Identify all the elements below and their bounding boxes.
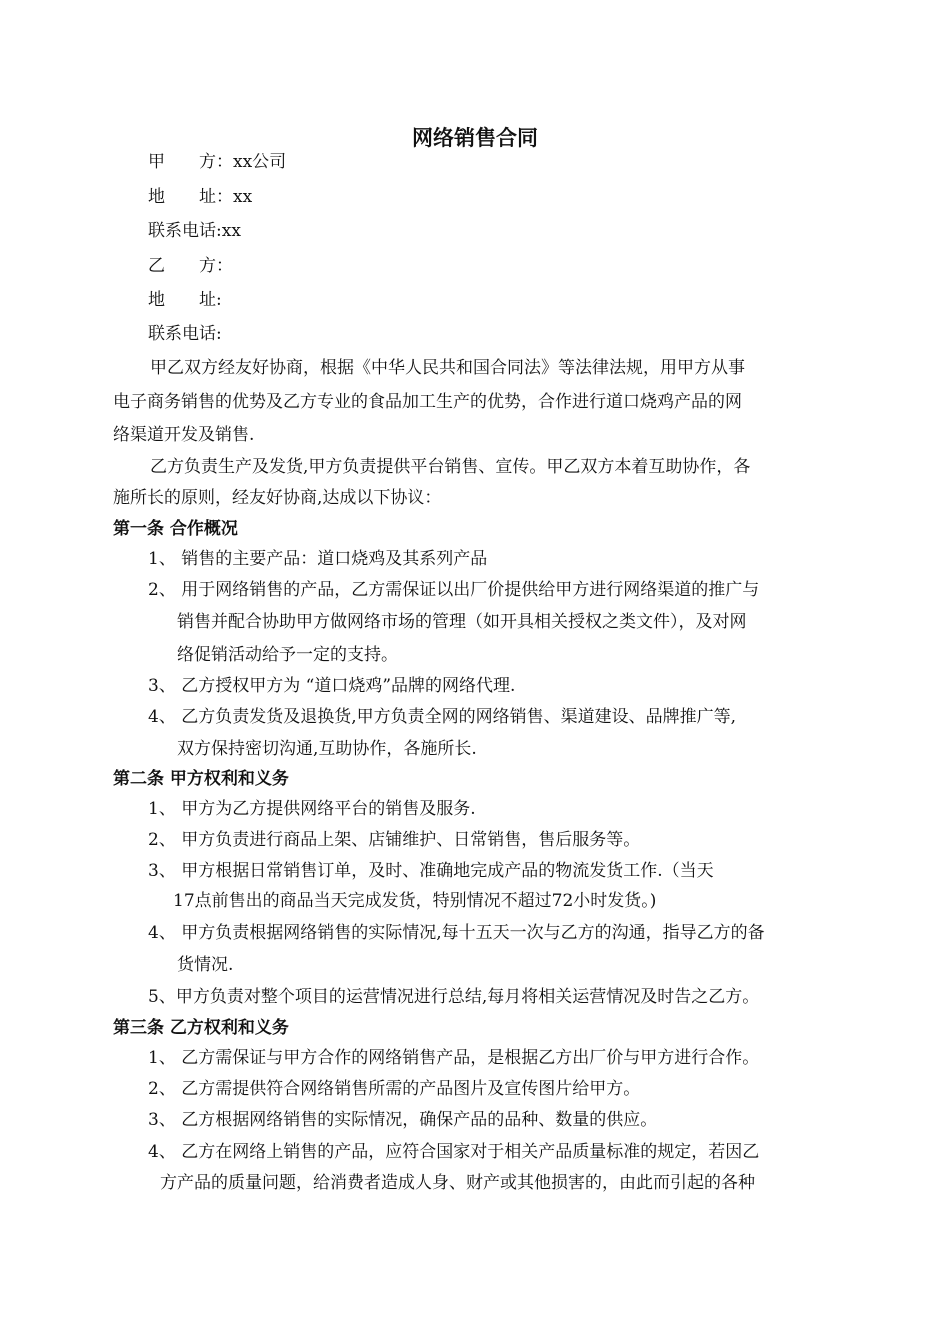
article-1-heading: 第一条 合作概况 <box>113 519 238 539</box>
party-b-address-line <box>148 288 222 312</box>
article-1-item: 2、 用于网络销售的产品，乙方需保证以出厂价提供给甲方进行网络渠道的推广与 <box>148 580 760 600</box>
article-2-item: 3、 甲方根据日常销售订单，及时、准确地完成产品的物流发货工作.（当天 <box>148 861 714 881</box>
party-a-name-label-2: 方： <box>199 152 233 172</box>
party-a-phone-value: xx <box>221 221 241 241</box>
party-a-addr-label-2: 址： <box>199 187 233 207</box>
article-1-item-cont: 销售并配合协助甲方做网络市场的管理（如开具相关授权之类文件），及对网 <box>177 612 747 632</box>
article-2-heading: 第二条 甲方权利和义务 <box>113 769 289 789</box>
party-a-addr-value: xx <box>233 187 253 207</box>
party-b-phone-label: 联系电话: <box>148 324 222 344</box>
article-3-heading: 第三条 乙方权利和义务 <box>113 1018 289 1038</box>
intro-line: 络渠道开发及销售. <box>113 425 255 445</box>
article-2-item-cont: 17点前售出的商品当天完成发货，特别情况不超过72小时发货。) <box>173 891 657 911</box>
article-3-item-cont: 方产品的质量问题，给消费者造成人身、财产或其他损害的，由此而引起的各种 <box>160 1173 755 1193</box>
intro-line: 施所长的原则，经友好协商,达成以下协议： <box>113 488 442 508</box>
article-2-item: 4、 甲方负责根据网络销售的实际情况,每十五天一次与乙方的沟通，指导乙方的备 <box>148 923 765 943</box>
party-b-name-line <box>148 254 233 278</box>
party-a-address-line <box>148 185 252 209</box>
article-1-item-cont: 络促销活动给予一定的支持。 <box>177 645 398 665</box>
article-1-item: 1、 销售的主要产品：道口烧鸡及其系列产品 <box>148 549 488 569</box>
party-a-name-label-1: 甲 <box>148 152 165 172</box>
party-b-addr-label-1: 地 <box>148 290 165 310</box>
party-a-phone-label: 联系电话: <box>148 221 222 241</box>
article-2-item: 5、甲方负责对整个项目的运营情况进行总结,每月将相关运营情况及时告之乙方。 <box>148 987 760 1007</box>
party-a-name-value: xx公司 <box>233 152 287 172</box>
intro-line: 乙方负责生产及发货,甲方负责提供平台销售、宣传。甲乙双方本着互助协作，各 <box>150 457 751 477</box>
article-2-item-cont: 货情况. <box>177 955 234 975</box>
intro-line: 电子商务销售的优势及乙方专业的食品加工生产的优势，合作进行道口烧鸡产品的网 <box>113 392 742 412</box>
article-1-item-cont: 双方保持密切沟通,互助协作，各施所长. <box>177 739 477 759</box>
article-3-item: 3、 乙方根据网络销售的实际情况，确保产品的品种、数量的供应。 <box>148 1110 658 1130</box>
article-2-item: 1、 甲方为乙方提供网络平台的销售及服务. <box>148 799 476 819</box>
party-a-addr-label-1: 地 <box>148 187 165 207</box>
party-a-name-line <box>148 150 286 174</box>
article-3-item: 2、 乙方需提供符合网络销售所需的产品图片及宣传图片给甲方。 <box>148 1079 641 1099</box>
article-1-item: 3、 乙方授权甲方为 “道口烧鸡”品牌的网络代理. <box>148 676 516 696</box>
party-b-phone-line <box>148 322 222 346</box>
article-3-item: 4、 乙方在网络上销售的产品，应符合国家对于相关产品质量标准的规定，若因乙 <box>148 1142 760 1162</box>
article-3-item: 1、 乙方需保证与甲方合作的网络销售产品，是根据乙方出厂价与甲方进行合作。 <box>148 1048 760 1068</box>
party-b-addr-label-2: 址: <box>199 290 222 310</box>
party-b-name-label-1: 乙 <box>148 256 165 276</box>
document-title: 网络销售合同 <box>412 125 538 150</box>
party-a-phone-line <box>148 219 241 243</box>
party-b-name-label-2: 方： <box>199 256 233 276</box>
intro-line: 甲乙双方经友好协商，根据《中华人民共和国合同法》等法律法规，用甲方从事 <box>150 358 745 378</box>
article-2-item: 2、 甲方负责进行商品上架、店铺维护、日常销售，售后服务等。 <box>148 830 641 850</box>
article-1-item: 4、 乙方负责发货及退换货,甲方负责全网的网络销售、渠道建设、品牌推广等, <box>148 707 737 727</box>
